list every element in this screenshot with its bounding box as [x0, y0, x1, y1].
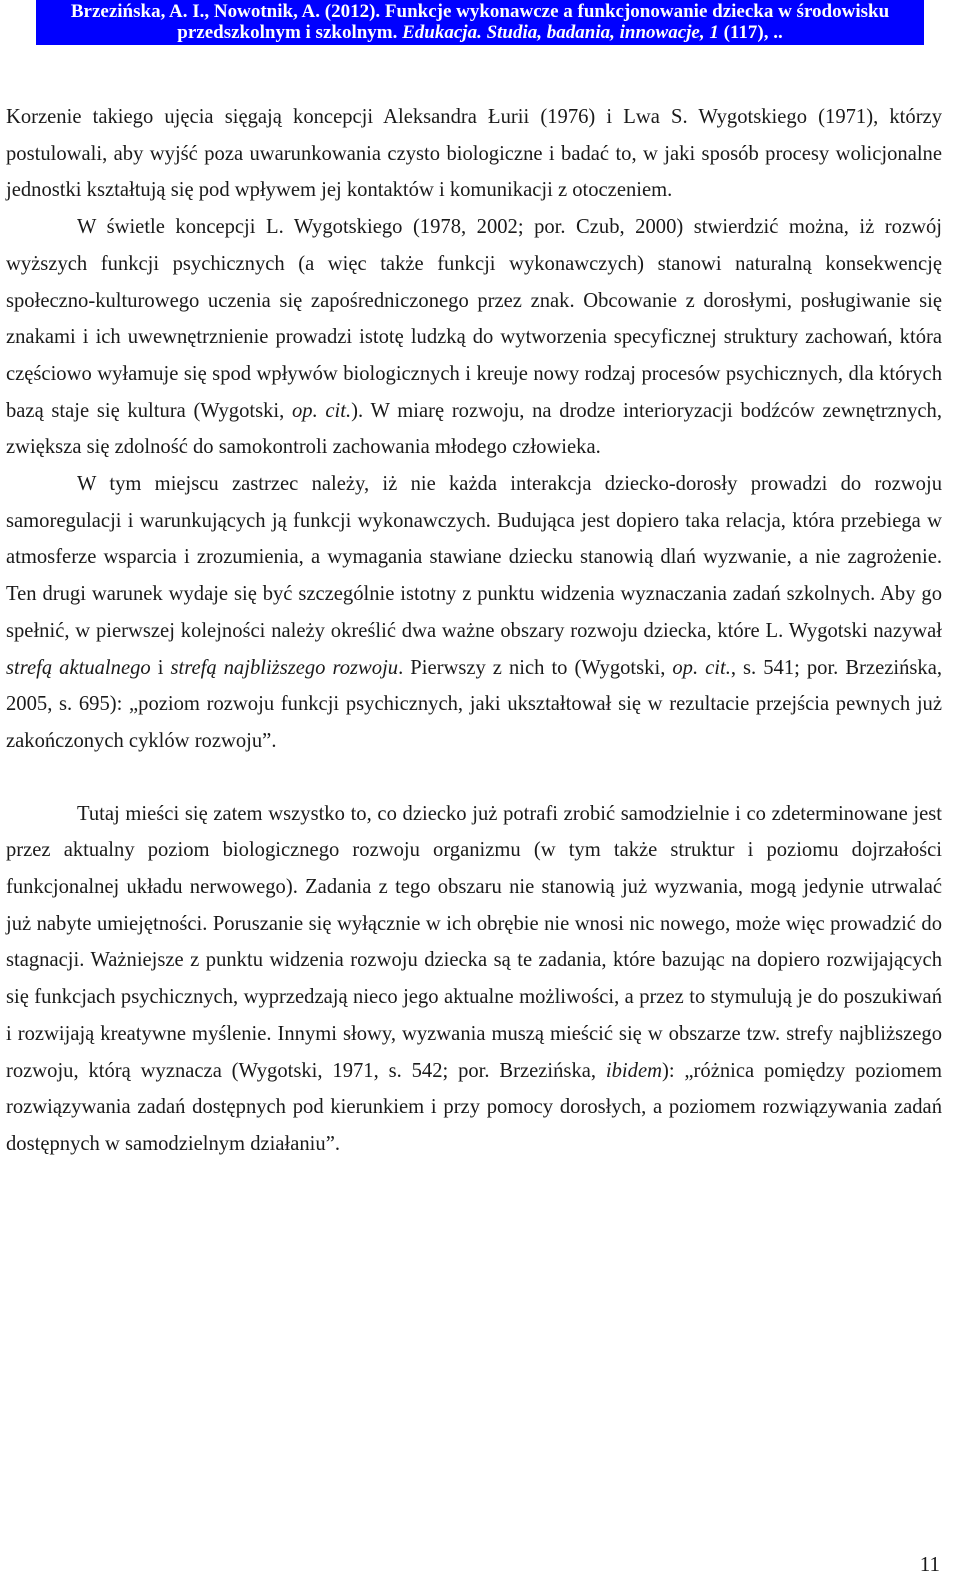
paragraph-2-text-b: ). W miarę rozwoju, na drodze interioryzacji bodźców zewnętrznych, zwiększa się zdolność do samokontroli zachowania młodego człowieka. [6, 399, 942, 459]
document-header [36, 0, 924, 45]
paragraph-4 [6, 796, 942, 1163]
document-body [6, 99, 942, 1163]
paragraph-4-text-b: ): „różnica pomiędzy poziomem rozwiązywania zadań dostępnych pod kierunkiem i przy pomocy dorosłych, a poziomem rozwiązywania zadań dostępnych w samodzielnym działaniu”. [6, 1059, 942, 1155]
paragraph-3-text-a: W tym miejscu zastrzec należy, iż nie każda interakcja dziecko-dorosły prowadzi do rozwoju samoregulacji i warunkujących ją funkcji wykonawczych. Budująca jest dopiero taka relacja, która przebiega w atmosferze wsparcia i zrozumienia, a wymagania stawiane dziecku stanowią dlań wyzwanie, a nie zagrożenie. Ten drugi warunek wydaje się być szczególnie istotny z punktu widzenia wyznaczania zadań szkolnych. Aby go spełnić, w pierwszej kolejności należy określić dwa ważne obszary rozwoju dziecka, które L. Wygotski nazywał [6, 473, 942, 642]
paragraph-3 [6, 466, 942, 760]
paragraph-2 [6, 209, 942, 466]
header-citation-issue: (117), .. [718, 22, 783, 43]
term-current-zone: strefą aktualnego [6, 656, 151, 679]
term-proximal-zone: strefą najbliższego rozwoju [170, 656, 399, 679]
header-citation-line-1: Brzezińska, A. I., Nowotnik, A. (2012). Funkcje wykonawcze a funkcjonowanie dziecka w środowisku [70, 1, 890, 22]
ibidem-italic: ibidem [605, 1059, 662, 1082]
header-citation-plain: przedszkolnym i szkolnym. [177, 22, 403, 43]
paragraph-3-text-c: , s. 541; por. Brzezińska, 2005, s. 695): „poziom rozwoju funkcji psychicznych, jaki ukształtował się w rezultacie przejścia pewnych już zakończonych cyklów rozwoju”. [6, 656, 942, 752]
paragraph-2-text-a: W świetle koncepcji L. Wygotskiego (1978, 2002; por. Czub, 2000) stwierdzić można, iż rozwój wyższych funkcji psychicznych (a więc także funkcji wykonawczych) stanowi naturalną konsekwencję społeczno-kulturowego uczenia się zapośredniczonego przez znak. Obcowanie z dorosłymi, posługiwanie się znakami i ich uwewnętrznienie prowadzi istotę ludzką do wytworzenia specyficznej struktury zachowań, która częściowo wyłamuje się spod wpływów biologicznych i kreuje nowy rodzaj procesów psychicznych, dla których bazą staje się kultura (Wygotski, [6, 216, 942, 422]
paragraph-4-text-a: Tutaj mieści się zatem wszystko to, co dziecko już potrafi zrobić samodzielnie i co zdeterminowane jest przez aktualny poziom biologicznego rozwoju organizmu (w tym także struktur i poziomu dojrzałości funkcjonalnej układu nerwowego). Zadania z tego obszaru nie stanowią już wyzwania, mogą jedynie utrwalać już nabyte umiejętności. Poruszanie się wyłącznie w ich obrębie nie wnosi nic nowego, może więc prowadzić do stagnacji. Ważniejsze z punktu widzenia rozwoju dziecka są te zadania, które bazując na dopiero rozwijających się funkcjach psychicznych, wyprzedzają nieco jego aktualne możliwości, a przez to stymulują je do poszukiwań i rozwijają kreatywne myślenie. Innymi słowy, wyzwania muszą mieścić się w obszarze tzw. strefy najbliższego rozwoju, którą wyznacza (Wygotski, 1971, s. 542; por. Brzezińska, [6, 802, 942, 1082]
page-number: 11 [919, 1552, 940, 1576]
paragraph-3-connector: i [150, 656, 171, 679]
paragraph-3-text-b: . Pierwszy z nich to (Wygotski, [398, 656, 673, 679]
header-journal-title: Edukacja. Studia, badania, innowacje, 1 [402, 22, 719, 43]
op-cit-italic: op. cit. [291, 399, 352, 422]
header-citation-line-2 [36, 22, 924, 43]
op-cit-italic: op. cit. [672, 656, 731, 679]
paragraph-1: Korzenie takiego ujęcia sięgają koncepcji Aleksandra Łurii (1976) i Lwa S. Wygotskiego (1971), którzy postulowali, aby wyjść poza uwarunkowania czysto biologiczne i badać to, w jaki sposób procesy wolicjonalne jednostki kształtują się pod wpływem jej kontaktów i komunikacji z otoczeniem. [6, 106, 942, 202]
